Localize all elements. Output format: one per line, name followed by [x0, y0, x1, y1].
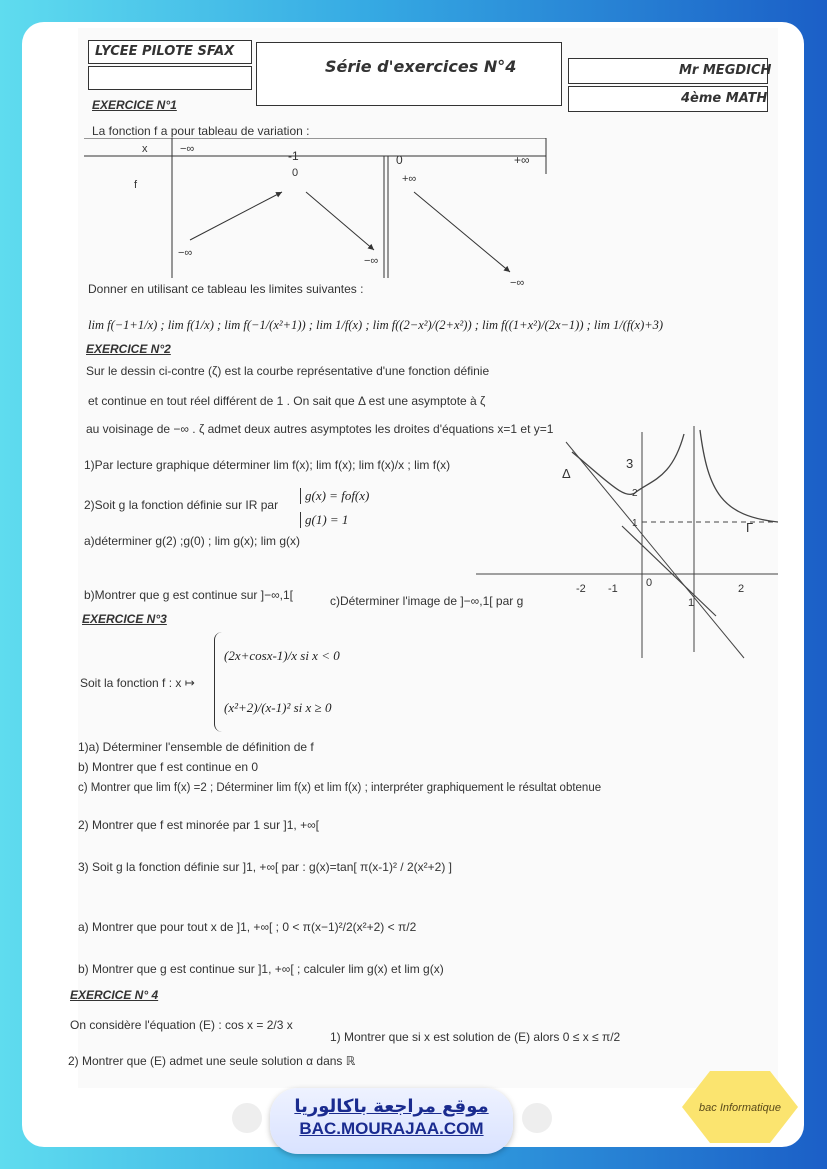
ex2-q2-system-1: g(x) = fof(x) — [300, 488, 369, 504]
ex4-q2: 2) Montrer que (E) admet une seule solution α dans ℝ — [68, 1054, 356, 1068]
graph-y-tick: 3 — [626, 456, 634, 471]
logo-text: bac Informatique — [699, 1102, 781, 1114]
table-f-value: 0 — [292, 167, 299, 179]
book-badge-icon — [232, 1103, 262, 1133]
ex3-piece-1: (2x+cosx-1)/x si x < 0 — [224, 648, 340, 663]
graph-y-tick: 1 — [632, 518, 638, 529]
ex2-line1: Sur le dessin ci-contre (ζ) est la courbe représentative d'une fonction définie — [86, 364, 490, 378]
ex3-def-intro: Soit la fonction f : x ↦ — [80, 676, 195, 690]
empty-box — [88, 66, 252, 90]
graph-y-tick: 2 — [632, 488, 638, 499]
table-f-value: −∞ — [364, 255, 379, 267]
graph-x-tick: -1 — [608, 583, 618, 595]
ex3-title: EXERCICE N°3 — [82, 612, 167, 626]
table-f-label: f — [134, 179, 138, 191]
ex3-brace — [214, 632, 223, 732]
table-f-value: +∞ — [402, 173, 417, 185]
ex3-q1c: c) Montrer que lim f(x) =2 ; Déterminer lim f(x) et lim f(x) ; interpréter graphiquement le résultat obtenue — [78, 782, 602, 794]
site-banner[interactable] — [270, 1088, 513, 1154]
graph-x-tick: -2 — [576, 583, 586, 595]
table-x-value: +∞ — [514, 153, 530, 167]
table-x-value: -1 — [288, 149, 299, 163]
ex3-q3a: a) Montrer que pour tout x de ]1, +∞[ ; 0 < π(x−1)²/2(x²+2) < π/2 — [78, 920, 417, 934]
class-name: 4ème MATH — [681, 91, 768, 106]
ex2-q2-system-2: g(1) = 1 — [300, 512, 348, 528]
ex3-q2: 2) Montrer que f est minorée par 1 sur ]1, +∞[ — [78, 818, 319, 832]
ex3-piece-2: (x²+2)/(x-1)² si x ≥ 0 — [224, 700, 332, 715]
ex2-line2: et continue en tout réel différent de 1 . On sait que Δ est une asymptote à ζ — [88, 394, 486, 408]
ex3-q1a: 1)a) Déterminer l'ensemble de définition de f — [78, 740, 314, 754]
series-box — [256, 42, 562, 106]
ex2-qa: a)déterminer g(2) ;g(0) ; lim g(x); lim g(x) — [84, 534, 301, 548]
ex2-line3: au voisinage de −∞ . ζ admet deux autres asymptotes les droites d'équations x=1 et y=1 — [86, 422, 554, 436]
ex2-q2: 2)Soit g la fonction définie sur IR par — [84, 498, 279, 512]
table-x-value: −∞ — [180, 143, 195, 155]
ex3-q1b: b) Montrer que f est continue en 0 — [78, 760, 259, 774]
school-name: LYCEE PILOTE SFAX — [95, 44, 235, 59]
graph-x-tick: 1 — [688, 597, 695, 609]
ex4-q1: 1) Montrer que si x est solution de (E) alors 0 ≤ x ≤ π/2 — [330, 1030, 621, 1044]
ex3-q3b: b) Montrer que g est continue sur ]1, +∞[ ; calculer lim g(x) et lim g(x) — [78, 962, 444, 976]
class-box — [568, 86, 768, 112]
school-box — [88, 40, 252, 64]
variation-table — [84, 138, 554, 288]
table-x-label: x — [142, 143, 148, 155]
graph-gamma-label: Γ — [746, 520, 754, 535]
table-f-value: −∞ — [178, 247, 193, 259]
banner-arabic-text: موقع مراجعة باكالوريا — [294, 1096, 489, 1117]
ex4-line1: On considère l'équation (E) : cos x = 2/3 x — [70, 1018, 293, 1032]
series-title: Série d'exercices N°4 — [325, 57, 517, 76]
ex1-question: Donner en utilisant ce tableau les limites suivantes : — [88, 282, 364, 296]
table-x-value: 0 — [396, 153, 403, 167]
graph-delta-label: Δ — [562, 466, 571, 481]
banner-url[interactable]: BAC.MOURAJAA.COM — [299, 1119, 484, 1138]
ex1-limits: lim f(−1+1/x) ; lim f(1/x) ; lim f(−1/(x²+1)) ; lim 1/f(x) ; lim f((2−x²)/(2+x²)) ; lim f((1+x²)/(2x−1)) ; lim 1/(f(x)+3) — [88, 318, 664, 332]
ex3-q3: 3) Soit g la fonction définie sur ]1, +∞[ par : g(x)=tan[ π(x-1)² / 2(x²+2) ] — [78, 860, 452, 874]
ex2-graph — [476, 422, 778, 662]
ex1-title: EXERCICE N°1 — [92, 98, 177, 112]
book-badge-icon — [522, 1103, 552, 1133]
ex2-qc: c)Déterminer l'image de ]−∞,1[ par g — [330, 594, 524, 608]
ex2-qb: b)Montrer que g est continue sur ]−∞,1[ — [84, 588, 293, 602]
exercise-sheet — [68, 28, 778, 1088]
graph-x-tick: 0 — [646, 577, 653, 589]
ex1-intro: La fonction f a pour tableau de variation : — [92, 124, 310, 138]
table-f-value: −∞ — [510, 277, 525, 288]
teacher-name: Mr MEGDICH — [679, 63, 772, 78]
bac-informatique-logo — [680, 1067, 800, 1147]
teacher-box — [568, 58, 772, 84]
graph-x-tick: 2 — [738, 583, 745, 595]
ex2-title: EXERCICE N°2 — [86, 342, 171, 356]
ex4-title: EXERCICE N° 4 — [70, 988, 159, 1002]
ex2-q1: 1)Par lecture graphique déterminer lim f(x); lim f(x); lim f(x)/x ; lim f(x) — [84, 458, 451, 472]
